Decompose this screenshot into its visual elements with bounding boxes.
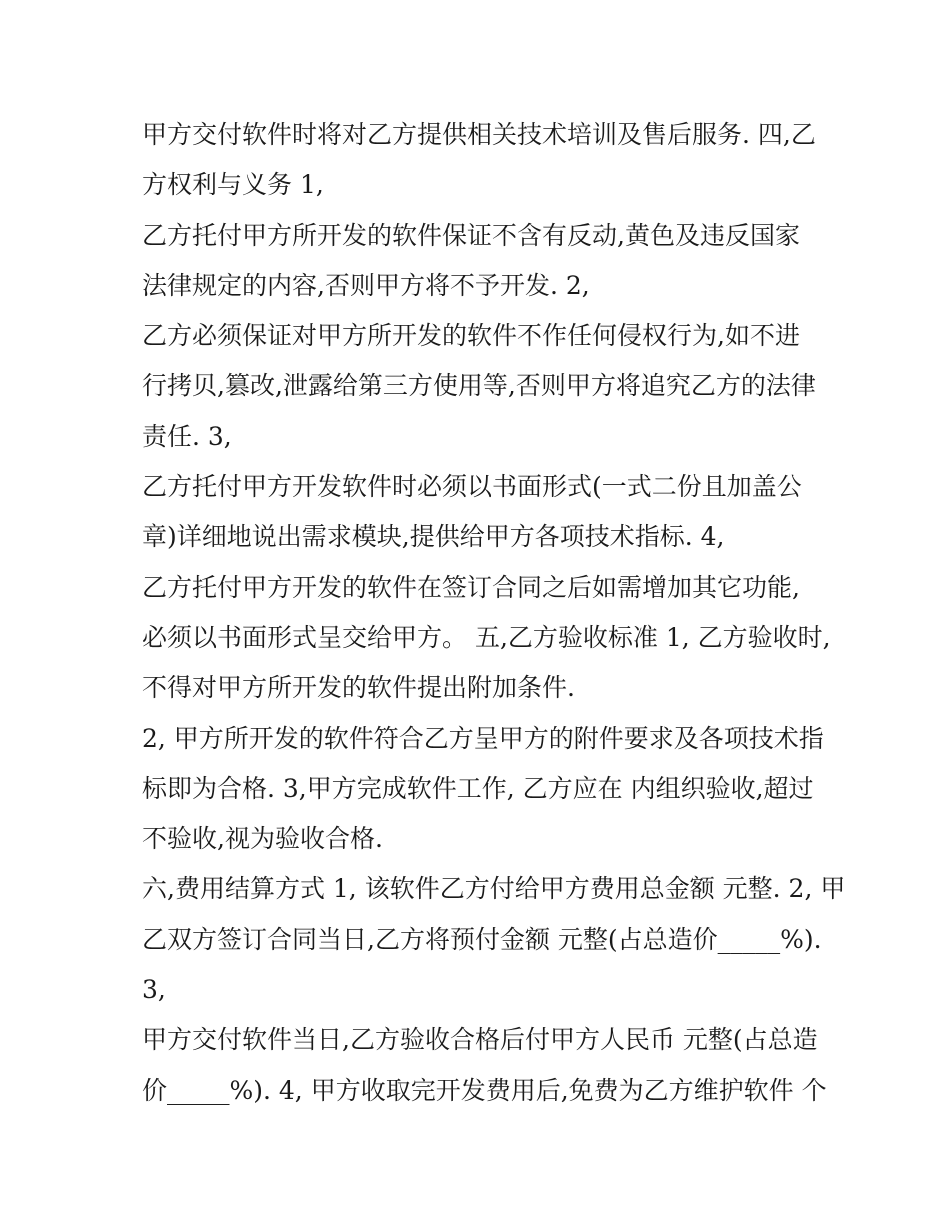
- text-line: 乙方托付甲方开发的软件在签订合同之后如需增加其它功能,: [142, 572, 800, 602]
- text-line: 乙方必须保证对甲方所开发的软件不作任何侵权行为,如不进: [142, 321, 800, 351]
- text-line: 2, 甲方所开发的软件符合乙方呈甲方的附件要求及各项技术指: [142, 723, 824, 753]
- text-line: 行拷贝,篡改,泄露给第三方使用等,否则甲方将追究乙方的法律: [142, 371, 816, 401]
- text-line: 章)详细地说出需求模块,提供给甲方各项技术指标. 4,: [142, 522, 725, 552]
- text-line: 乙双方签订合同当日,乙方将预付金额 元整(占总造价_____%).: [142, 924, 822, 954]
- text-line: 责任. 3,: [142, 421, 232, 451]
- text-line: 不得对甲方所开发的软件提出附加条件.: [142, 673, 575, 703]
- text-line: 甲方交付软件时将对乙方提供相关技术培训及售后服务. 四,乙: [142, 120, 816, 149]
- text-line: 法律规定的内容,否则甲方将不予开发. 2,: [142, 270, 590, 300]
- text-line: 乙方托付甲方所开发的软件保证不含有反动,黄色及违反国家: [142, 220, 800, 250]
- text-line: 必须以书面形式呈交给甲方。 五,乙方验收标准 1, 乙方验收时,: [142, 622, 831, 652]
- document-body: [142, 110, 846, 1116]
- text-line: 价_____%). 4, 甲方收取完开发费用后,免费为乙方维护软件 个: [142, 1075, 827, 1105]
- text-line: 标即为合格. 3,甲方完成软件工作, 乙方应在 内组织验收,超过: [142, 773, 814, 803]
- text-line: 不验收,视为验收合格.: [142, 824, 383, 854]
- text-line: 甲方交付软件当日,乙方验收合格后付甲方人民币 元整(占总造: [142, 1025, 818, 1055]
- text-line: 六,费用结算方式 1, 该软件乙方付给甲方费用总金额 元整. 2, 甲: [142, 874, 846, 904]
- text-line: 方权利与义务 1,: [142, 170, 324, 200]
- text-line: 3,: [142, 975, 166, 1005]
- text-line: 乙方托付甲方开发软件时必须以书面形式(一式二份且加盖公: [142, 472, 802, 502]
